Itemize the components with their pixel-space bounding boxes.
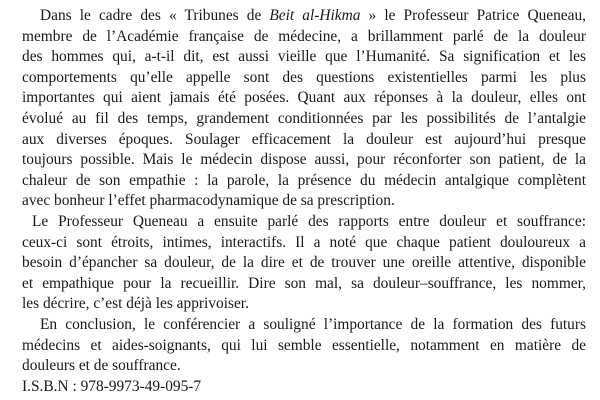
text-line: Le Professeur Queneau a ensuite parlé des rapports entre douleur et souffrance: — [32, 212, 586, 230]
italic-title: Beit al-Hikma — [269, 7, 361, 24]
text-line: aux diverses époques. Soulager efficacement la douleur est aujourd’hui presque — [22, 130, 586, 148]
text-line: besoin d’épancher sa douleur, de la dire et de trouver une oreille attentive, disponible — [22, 254, 586, 272]
isbn-line: I.S.B.N : 978-9973-49-095-7 — [22, 377, 202, 395]
paragraph-1 — [22, 6, 586, 212]
text-line: avec bonheur l’effet pharmacodynamique de sa prescription. — [22, 192, 395, 210]
paragraph-3 — [22, 315, 586, 377]
text-line: médecins et aides-soignants, qui lui semble essentielle, notamment en matière de — [22, 336, 586, 354]
text-line: toujours possible. Mais le médecin dispose aussi, pour réconforter son patient, de la — [22, 151, 586, 169]
text-line: ceux-ci sont étroits, intimes, interactifs. Il a noté que chaque patient douloureux a — [22, 233, 586, 251]
text-segment: Dans le cadre des « Tribunes de — [40, 7, 270, 24]
text-line: et empathique pour la recueillir. Dire son mal, sa douleur–souffrance, les nommer, — [22, 274, 586, 292]
text-line: les décrire, c’est déjà les apprivoiser. — [22, 295, 249, 313]
text-line: des hommes qui, a-t-il dit, est aussi vieille que l’Humanité. Sa signification et les — [22, 48, 586, 66]
text-line — [22, 6, 586, 27]
text-line: comportements qu’elle appelle sont des questions existentielles parmi les plus — [22, 68, 586, 86]
text-line: En conclusion, le conférencier a souligné l’importance de la formation des futurs — [40, 315, 586, 333]
paragraph-2 — [22, 212, 586, 315]
text-line: douleurs et de souffrance. — [22, 357, 181, 375]
text-line: évolué au fil des temps, grandement conditionnées par les possibilités de l’antalgie — [22, 109, 586, 127]
text-line: importantes qui aient jamais été posées. Quant aux réponses à la douleur, elles ont — [22, 89, 586, 107]
text-segment: » le Professeur Patrice Queneau, — [360, 7, 586, 24]
text-line: chaleur de son empathie : la parole, la présence du médecin antalgique complètent — [22, 171, 586, 189]
text-line: membre de l’Académie française de médecine, a brillamment parlé de la douleur — [22, 27, 586, 45]
